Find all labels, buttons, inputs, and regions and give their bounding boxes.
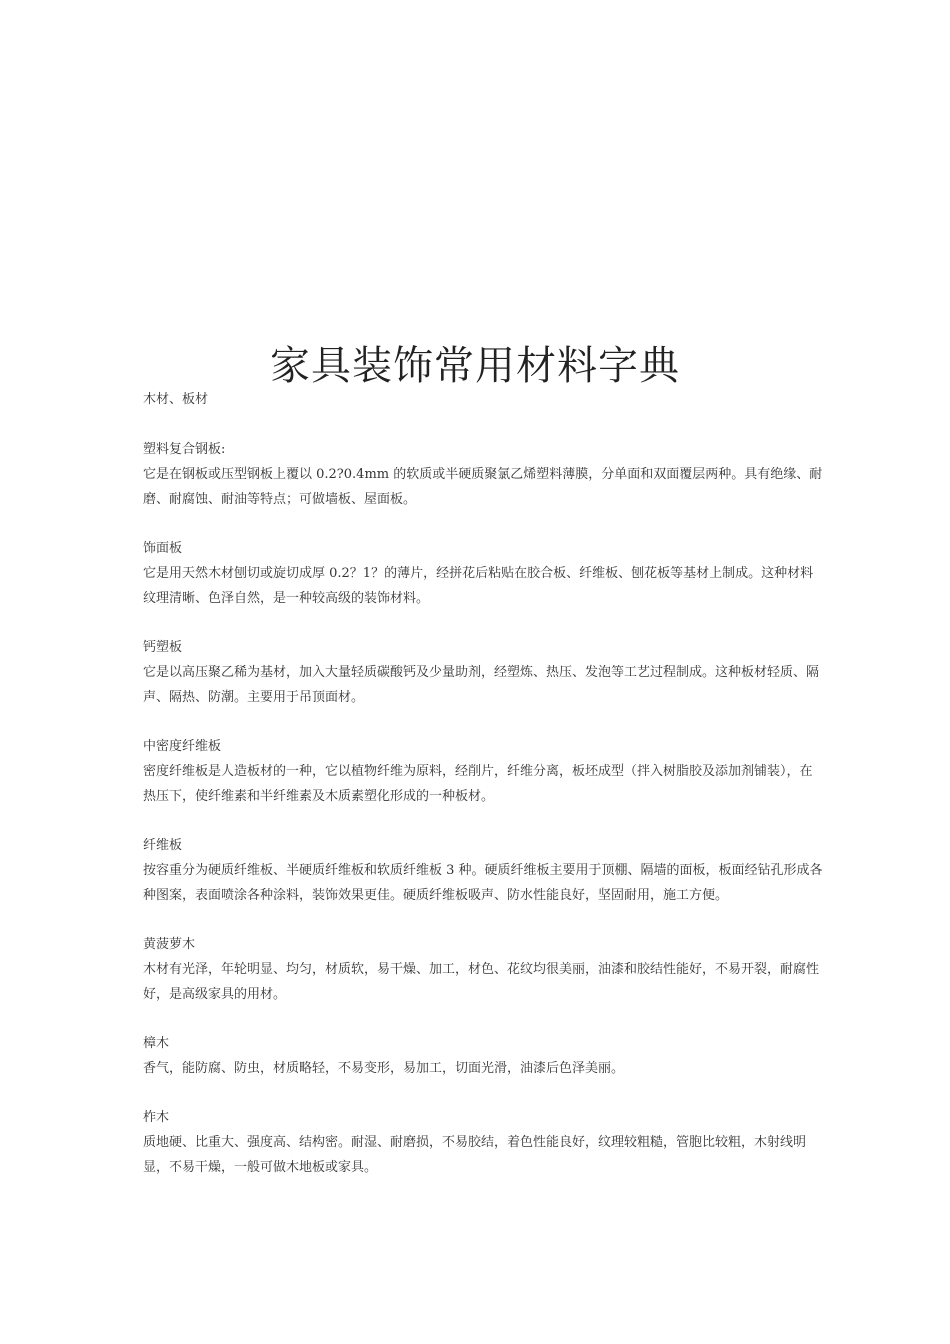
section-calcium-plastic-board	[143, 636, 823, 710]
section-body: 按容重分为硬质纤维板、半硬质纤维板和软质纤维板 3 种。硬质纤维板主要用于顶棚、隔墙的面板，板面经钻孔形成各种图案，表面喷涂各种涂料，装饰效果更佳。硬质纤维板吸声、防水性能良好，坚固耐用，施工方便。	[143, 863, 823, 903]
section-body: 香气，能防腐、防虫，材质略轻，不易变形，易加工，切面光滑，油漆后色泽美丽。	[143, 1061, 625, 1076]
section-plastic-composite-steel	[143, 438, 823, 512]
section-oak-wood	[143, 1106, 823, 1180]
section-body: 质地硬、比重大、强度高、结构密。耐湿、耐磨损，不易胶结，着色性能良好，纹理较粗糙，管胞比较粗，木射线明显，不易干燥，一般可做木地板或家具。	[143, 1135, 807, 1175]
section-heading: 塑料复合钢板:	[143, 442, 226, 457]
section-heading: 钙塑板	[143, 640, 183, 655]
section-heading: 纤维板	[143, 838, 183, 853]
section-body: 木材有光泽，年轮明显、均匀，材质软，易干燥、加工，材色、花纹均很美丽，油漆和胶结性能好，不易开裂，耐腐性好，是高级家具的用材。	[143, 962, 820, 1002]
document-content	[143, 388, 823, 1205]
section-veneer-board	[143, 537, 823, 611]
section-body: 密度纤维板是人造板材的一种，它以植物纤维为原料，经削片，纤维分离，板坯成型（拌入树脂胶及添加剂铺装），在热压下，使纤维素和半纤维素及木质素塑化形成的一种板材。	[143, 764, 813, 804]
section-heading: 黄菠萝木	[143, 937, 196, 952]
section-heading: 柞木	[143, 1110, 170, 1125]
category-heading: 木材、板材	[143, 392, 209, 407]
section-amur-cork-wood	[143, 933, 823, 1007]
section-body: 它是用天然木材刨切或旋切成厚 0.2？1？的薄片，经拼花后粘贴在胶合板、纤维板、刨花板等基材上制成。这种材料纹理清晰、色泽自然，是一种较高级的装饰材料。	[143, 566, 814, 606]
document-title: 家具装饰常用材料字典	[270, 343, 680, 389]
section-heading: 饰面板	[143, 541, 183, 556]
section-body: 它是以高压聚乙稀为基材，加入大量轻质碳酸钙及少量助剂，经塑炼、热压、发泡等工艺过程制成。这种板材轻质、隔声、隔热、防潮。主要用于吊顶面材。	[143, 665, 820, 705]
section-camphor-wood	[143, 1032, 823, 1081]
section-body: 它是在钢板或压型钢板上覆以 0.2?0.4mm 的软质或半硬质聚氯乙烯塑料薄膜，分单面和双面覆层两种。具有绝缘、耐磨、耐腐蚀、耐油等特点；可做墙板、屋面板。	[143, 467, 823, 507]
section-heading: 中密度纤维板	[143, 739, 222, 754]
section-fiberboard	[143, 834, 823, 908]
section-mdf	[143, 735, 823, 809]
section-heading: 樟木	[143, 1036, 170, 1051]
